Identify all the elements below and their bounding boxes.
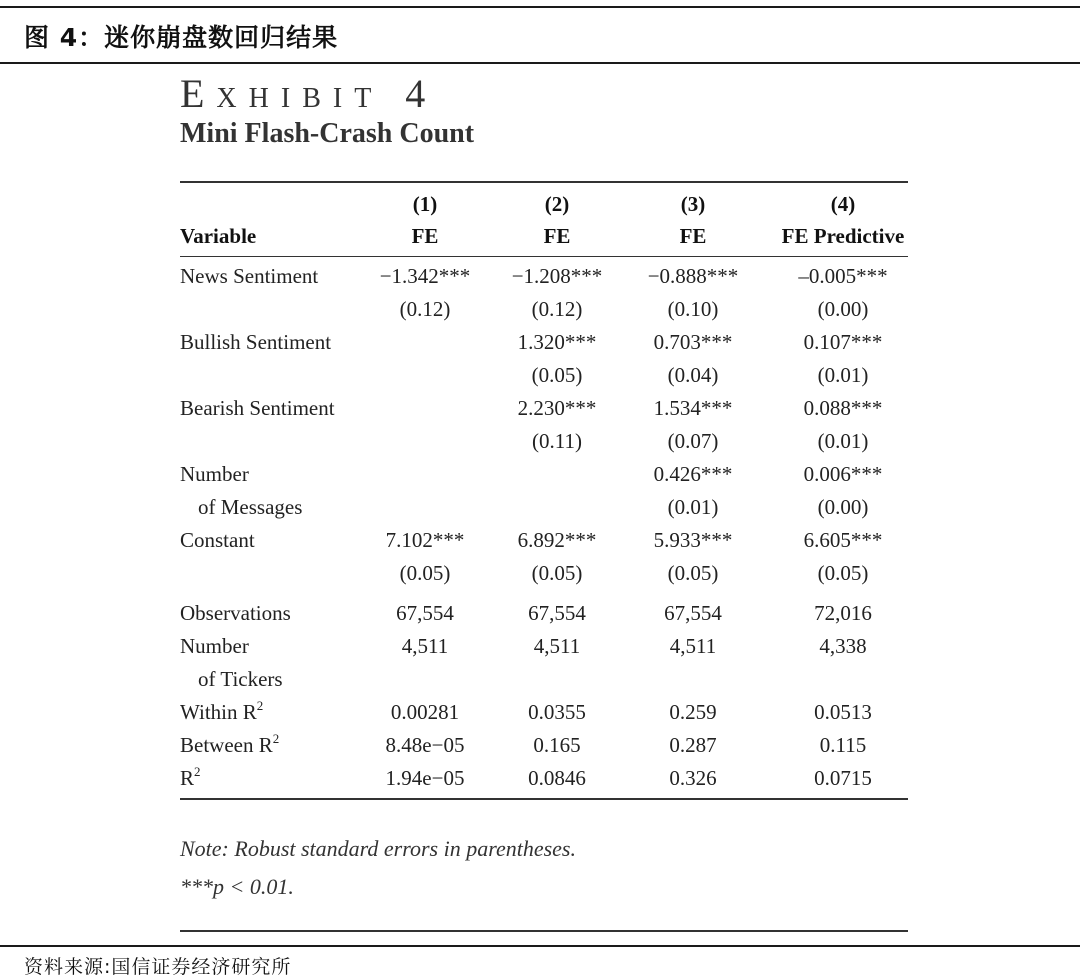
- column-number-header: (2): [544, 192, 570, 216]
- stat-value: 4,511: [401, 634, 449, 658]
- stat-value: 0.115: [819, 733, 867, 757]
- standard-error-value: (0.01): [817, 363, 869, 387]
- stat-label: Between $R^2$: [180, 731, 280, 757]
- standard-error-value: (0.11): [532, 429, 582, 453]
- column-type-header: FE: [679, 224, 707, 248]
- top-border: [0, 6, 1080, 8]
- coefficient-value: 5.933***: [653, 528, 733, 552]
- coefficient-value: 6.605***: [803, 528, 883, 552]
- coefficient-value: 0.703***: [653, 330, 733, 354]
- standard-error-value: (0.05): [531, 561, 583, 585]
- row-label-continued: of Messages: [198, 495, 303, 519]
- standard-error-value: (0.05): [667, 561, 719, 585]
- coefficient-value: −0.888***: [647, 264, 739, 288]
- stat-label: Observations: [180, 601, 291, 625]
- stat-value: 0.287: [669, 733, 717, 757]
- standard-error-value: (0.12): [531, 297, 583, 321]
- stat-value: 0.259: [669, 700, 717, 724]
- standard-error-value: (0.05): [399, 561, 451, 585]
- coefficient-value: 7.102***: [385, 528, 465, 552]
- figure-caption: 图 4：迷你崩盘数回归结果: [24, 23, 339, 52]
- standard-error-value: (0.01): [667, 495, 719, 519]
- standard-error-value: (0.05): [531, 363, 583, 387]
- standard-error-value: (0.12): [399, 297, 451, 321]
- column-type-header: FE: [411, 224, 439, 248]
- table-bottom-rule: [180, 798, 908, 800]
- standard-error-value: (0.05): [817, 561, 869, 585]
- stat-value: 8.48e−05: [385, 733, 465, 757]
- superscript: 2: [194, 764, 201, 779]
- stat-value: 4,511: [669, 634, 717, 658]
- standard-error-value: (0.07): [667, 429, 719, 453]
- coefficient-value: 1.534***: [653, 396, 733, 420]
- stat-value: 67,554: [396, 601, 454, 625]
- standard-error-value: (0.01): [817, 429, 869, 453]
- row-label: News Sentiment: [180, 264, 319, 288]
- notes-bottom-rule: [180, 930, 908, 932]
- superscript: 2: [272, 731, 280, 746]
- table-header-rule: [180, 256, 908, 257]
- note-robust-errors: Note: Robust standard errors in parentheses.: [180, 836, 576, 861]
- coefficient-value: −1.342***: [379, 264, 471, 288]
- coefficient-value: 0.426***: [653, 462, 733, 486]
- stat-value: 0.0715: [814, 766, 872, 790]
- coefficient-value: 1.320***: [517, 330, 597, 354]
- coefficient-value: 0.107***: [803, 330, 883, 354]
- stat-value: 0.0846: [528, 766, 586, 790]
- stat-value: 0.326: [669, 766, 717, 790]
- stat-value: 67,554: [664, 601, 722, 625]
- superscript: 2: [256, 698, 264, 713]
- standard-error-value: (0.00): [817, 495, 869, 519]
- stat-value: 0.0513: [814, 700, 872, 724]
- standard-error-value: (0.00): [817, 297, 869, 321]
- standard-error-value: (0.04): [667, 363, 719, 387]
- source-note: 资料来源:国信证券经济研究所: [24, 956, 292, 978]
- coefficient-value: 0.088***: [803, 396, 883, 420]
- stat-value: 0.0355: [528, 700, 586, 724]
- stat-label-continued: of Tickers: [198, 667, 283, 691]
- exhibit-title: Exhibit 4: [180, 71, 438, 116]
- coefficient-value: 0.006***: [803, 462, 883, 486]
- stat-value: 1.94e−05: [385, 766, 465, 790]
- column-number-header: (4): [830, 192, 856, 216]
- coefficient-value: 6.892***: [517, 528, 597, 552]
- column-number-header: (3): [680, 192, 706, 216]
- column-type-header: FE Predictive: [781, 224, 905, 248]
- caption-divider: [0, 62, 1080, 64]
- stat-value: 72,016: [814, 601, 872, 625]
- note-significance: ***p < 0.01.: [180, 874, 294, 899]
- variable-header: Variable: [180, 224, 257, 248]
- stat-value: 0.00281: [390, 700, 460, 724]
- row-label: Number: [180, 462, 249, 486]
- coefficient-value: –0.005***: [798, 264, 888, 288]
- stat-value: 4,511: [533, 634, 581, 658]
- standard-error-value: (0.10): [667, 297, 719, 321]
- stat-label: Within $R^2$: [180, 698, 264, 724]
- row-label: Constant: [180, 528, 255, 552]
- source-divider: [0, 945, 1080, 947]
- stat-value: 0.165: [533, 733, 581, 757]
- stat-value: 67,554: [528, 601, 586, 625]
- coefficient-value: −1.208***: [511, 264, 603, 288]
- stat-value: 4,338: [819, 634, 867, 658]
- column-number-header: (1): [412, 192, 438, 216]
- row-label: Bearish Sentiment: [180, 396, 335, 420]
- column-type-header: FE: [543, 224, 571, 248]
- table-top-rule: [180, 181, 908, 183]
- exhibit-subtitle: Mini Flash-Crash Count: [180, 118, 475, 149]
- coefficient-value: 2.230***: [517, 396, 597, 420]
- row-label: Bullish Sentiment: [180, 330, 332, 354]
- stat-label: $R^2$: [180, 764, 201, 790]
- stat-label: Number: [180, 634, 249, 658]
